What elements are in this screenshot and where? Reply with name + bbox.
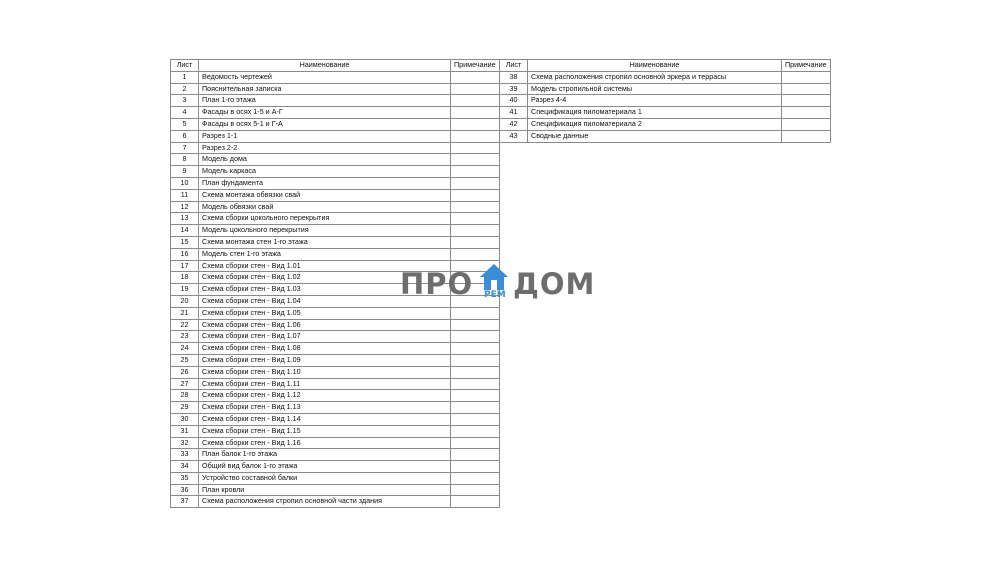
- sheet-number-cell: 29: [171, 402, 199, 414]
- sheet-name-cell: Фасады в осях 1-5 и А-Г: [199, 107, 451, 119]
- sheet-number-cell: 5: [171, 118, 199, 130]
- sheet-note-cell: [451, 319, 500, 331]
- sheet-note-cell: [451, 83, 500, 95]
- table-row: [171, 472, 500, 484]
- sheet-name-cell: Модель стропильной системы: [528, 83, 782, 95]
- table-row: [171, 402, 500, 414]
- sheet-name-cell: Схема сборки стен - Вид 1.02: [199, 272, 451, 284]
- table-row: [171, 95, 500, 107]
- sheet-number-cell: 15: [171, 236, 199, 248]
- sheet-name-cell: План кровли: [199, 484, 451, 496]
- table-body-right: [500, 71, 831, 142]
- table-row: [500, 107, 831, 119]
- sheet-note-cell: [451, 425, 500, 437]
- sheet-note-cell: [451, 366, 500, 378]
- sheet-name-cell: Спецификация пиломатериала 2: [528, 118, 782, 130]
- sheet-number-cell: 14: [171, 225, 199, 237]
- sheet-number-cell: 20: [171, 295, 199, 307]
- sheet-name-cell: Схема сборки стен - Вид 1.10: [199, 366, 451, 378]
- sheet-note-cell: [451, 142, 500, 154]
- header-sheet-number: Лист: [500, 60, 528, 72]
- prodom-watermark-logo: [400, 262, 600, 302]
- sheet-name-cell: Модель дома: [199, 154, 451, 166]
- sheet-name-cell: Схема сборки стен - Вид 1.04: [199, 295, 451, 307]
- sheet-number-cell: 30: [171, 413, 199, 425]
- sheet-name-cell: План балок 1-го этажа: [199, 449, 451, 461]
- sheet-number-cell: 17: [171, 260, 199, 272]
- sheet-number-cell: 11: [171, 189, 199, 201]
- sheet-name-cell: Фасады в осях 5-1 и Г-А: [199, 118, 451, 130]
- sheet-name-cell: Схема сборки стен - Вид 1.08: [199, 343, 451, 355]
- sheet-name-cell: Устройство составной балки: [199, 472, 451, 484]
- sheet-name-cell: Схема сборки стен - Вид 1.03: [199, 284, 451, 296]
- table-row: [500, 95, 831, 107]
- sheet-name-cell: Схема сборки стен - Вид 1.09: [199, 354, 451, 366]
- sheet-number-cell: 33: [171, 449, 199, 461]
- sheet-name-cell: Сводные данные: [528, 130, 782, 142]
- sheet-note-cell: [451, 213, 500, 225]
- table-row: [171, 366, 500, 378]
- sheet-note-cell: [451, 402, 500, 414]
- sheet-number-cell: 31: [171, 425, 199, 437]
- sheet-note-cell: [451, 225, 500, 237]
- table-header-row: [171, 60, 500, 72]
- sheet-note-cell: [782, 71, 831, 83]
- sheet-number-cell: 19: [171, 284, 199, 296]
- sheet-note-cell: [451, 71, 500, 83]
- sheet-note-cell: [782, 95, 831, 107]
- sheet-note-cell: [782, 130, 831, 142]
- sheet-name-cell: Схема сборки стен - Вид 1.13: [199, 402, 451, 414]
- table-header-row: [500, 60, 831, 72]
- header-sheet-number: Лист: [171, 60, 199, 72]
- table-row: [171, 154, 500, 166]
- sheet-name-cell: Модель каркаса: [199, 166, 451, 178]
- sheet-note-cell: [451, 461, 500, 473]
- table-row: [500, 71, 831, 83]
- sheet-note-cell: [451, 236, 500, 248]
- table-row: [171, 130, 500, 142]
- table-row: [171, 425, 500, 437]
- table-row: [171, 71, 500, 83]
- sheet-note-cell: [451, 331, 500, 343]
- table-row: [171, 449, 500, 461]
- sheet-name-cell: Модель обвязки свай: [199, 201, 451, 213]
- sheet-number-cell: 37: [171, 496, 199, 508]
- header-note: Примечание: [782, 60, 831, 72]
- sheet-name-cell: Схема расположения стропил основной эркера и террасы: [528, 71, 782, 83]
- sheet-name-cell: Схема сборки стен - Вид 1.15: [199, 425, 451, 437]
- sheet-number-cell: 21: [171, 307, 199, 319]
- sheet-name-cell: Схема сборки стен - Вид 1.11: [199, 378, 451, 390]
- table-row: [500, 130, 831, 142]
- sheet-name-cell: Модель стен 1-го этажа: [199, 248, 451, 260]
- sheet-number-cell: 13: [171, 213, 199, 225]
- sheet-number-cell: 10: [171, 177, 199, 189]
- sheet-number-cell: 1: [171, 71, 199, 83]
- sheet-name-cell: План 1-го этажа: [199, 95, 451, 107]
- sheet-number-cell: 22: [171, 319, 199, 331]
- sheet-name-cell: Общий вид балок 1-го этажа: [199, 461, 451, 473]
- table-row: [171, 354, 500, 366]
- sheet-name-cell: Схема сборки стен - Вид 1.05: [199, 307, 451, 319]
- header-note: Примечание: [451, 60, 500, 72]
- sheet-note-cell: [451, 177, 500, 189]
- sheet-number-cell: 7: [171, 142, 199, 154]
- sheet-number-cell: 43: [500, 130, 528, 142]
- table-row: [171, 142, 500, 154]
- sheet-number-cell: 34: [171, 461, 199, 473]
- table-row: [171, 343, 500, 355]
- sheet-number-cell: 39: [500, 83, 528, 95]
- sheet-note-cell: [451, 248, 500, 260]
- table-row: [171, 189, 500, 201]
- table-row: [171, 248, 500, 260]
- sheet-note-cell: [451, 354, 500, 366]
- sheet-number-cell: 32: [171, 437, 199, 449]
- sheet-note-cell: [451, 378, 500, 390]
- sheet-name-cell: Разрез 4-4: [528, 95, 782, 107]
- sheet-number-cell: 27: [171, 378, 199, 390]
- sheet-name-cell: Схема сборки стен - Вид 1.12: [199, 390, 451, 402]
- sheet-name-cell: Разрез 1-1: [199, 130, 451, 142]
- sheet-note-cell: [451, 484, 500, 496]
- sheet-number-cell: 9: [171, 166, 199, 178]
- table-row: [171, 331, 500, 343]
- table-row: [171, 213, 500, 225]
- sheet-note-cell: [451, 472, 500, 484]
- sheet-number-cell: 6: [171, 130, 199, 142]
- sheet-note-cell: [782, 118, 831, 130]
- sheet-number-cell: 40: [500, 95, 528, 107]
- sheet-note-cell: [451, 130, 500, 142]
- table-row: [171, 236, 500, 248]
- sheet-number-cell: 36: [171, 484, 199, 496]
- sheet-name-cell: Схема сборки стен - Вид 1.16: [199, 437, 451, 449]
- table-row: [171, 437, 500, 449]
- sheet-note-cell: [451, 390, 500, 402]
- logo-text-left: ПРО: [400, 267, 474, 301]
- logo-text-right: ДОМ: [513, 267, 596, 301]
- table-row: [171, 118, 500, 130]
- sheet-note-cell: [451, 107, 500, 119]
- sheet-note-cell: [451, 307, 500, 319]
- table-row: [171, 83, 500, 95]
- sheet-name-cell: План фундамента: [199, 177, 451, 189]
- sheet-note-cell: [451, 95, 500, 107]
- sheet-note-cell: [451, 154, 500, 166]
- sheet-number-cell: 18: [171, 272, 199, 284]
- sheet-number-cell: 41: [500, 107, 528, 119]
- sheet-note-cell: [451, 166, 500, 178]
- header-name: Наименование: [199, 60, 451, 72]
- sheet-note-cell: [451, 201, 500, 213]
- table-row: [171, 390, 500, 402]
- sheet-name-cell: Модель цокольного перекрытия: [199, 225, 451, 237]
- table-row: [171, 225, 500, 237]
- sheet-number-cell: 4: [171, 107, 199, 119]
- table-row: [171, 484, 500, 496]
- table-row: [171, 461, 500, 473]
- sheet-number-cell: 2: [171, 83, 199, 95]
- sheet-number-cell: 23: [171, 331, 199, 343]
- sheet-number-cell: 42: [500, 118, 528, 130]
- sheet-note-cell: [782, 83, 831, 95]
- sheet-name-cell: Схема сборки стен - Вид 1.06: [199, 319, 451, 331]
- sheet-name-cell: Пояснительная записка: [199, 83, 451, 95]
- sheet-name-cell: Схема сборки цокольного перекрытия: [199, 213, 451, 225]
- sheet-number-cell: 12: [171, 201, 199, 213]
- table-row: [500, 83, 831, 95]
- table-row: [171, 496, 500, 508]
- sheet-number-cell: 24: [171, 343, 199, 355]
- sheet-name-cell: Ведомость чертежей: [199, 71, 451, 83]
- table-row: [171, 177, 500, 189]
- sheet-note-cell: [451, 437, 500, 449]
- table-row: [171, 201, 500, 213]
- sheet-number-cell: 8: [171, 154, 199, 166]
- sheet-number-cell: 38: [500, 71, 528, 83]
- sheet-note-cell: [451, 449, 500, 461]
- sheet-number-cell: 3: [171, 95, 199, 107]
- sheet-name-cell: Схема сборки стен - Вид 1.14: [199, 413, 451, 425]
- sheet-note-cell: [782, 107, 831, 119]
- sheet-name-cell: Спецификация пиломатериала 1: [528, 107, 782, 119]
- sheet-name-cell: Разрез 2-2: [199, 142, 451, 154]
- logo-subtext: РЕМ: [484, 290, 506, 300]
- table-row: [171, 307, 500, 319]
- table-row: [171, 107, 500, 119]
- sheet-number-cell: 25: [171, 354, 199, 366]
- sheet-note-cell: [451, 413, 500, 425]
- table-row: [171, 166, 500, 178]
- table-row: [171, 378, 500, 390]
- table-row: [171, 413, 500, 425]
- sheet-note-cell: [451, 496, 500, 508]
- sheet-number-cell: 16: [171, 248, 199, 260]
- table-row: [500, 118, 831, 130]
- sheet-number-cell: 35: [171, 472, 199, 484]
- sheet-name-cell: Схема расположения стропил основной части здания: [199, 496, 451, 508]
- sheet-name-cell: Схема сборки стен - Вид 1.07: [199, 331, 451, 343]
- sheet-number-cell: 28: [171, 390, 199, 402]
- sheet-name-cell: Схема монтажа обвязки свай: [199, 189, 451, 201]
- sheet-list-table-right: [499, 59, 831, 143]
- sheet-note-cell: [451, 118, 500, 130]
- sheet-note-cell: [451, 343, 500, 355]
- sheet-name-cell: Схема монтажа стен 1-го этажа: [199, 236, 451, 248]
- sheet-name-cell: Схема сборки стен - Вид 1.01: [199, 260, 451, 272]
- table-row: [171, 319, 500, 331]
- sheet-note-cell: [451, 189, 500, 201]
- header-name: Наименование: [528, 60, 782, 72]
- sheet-number-cell: 26: [171, 366, 199, 378]
